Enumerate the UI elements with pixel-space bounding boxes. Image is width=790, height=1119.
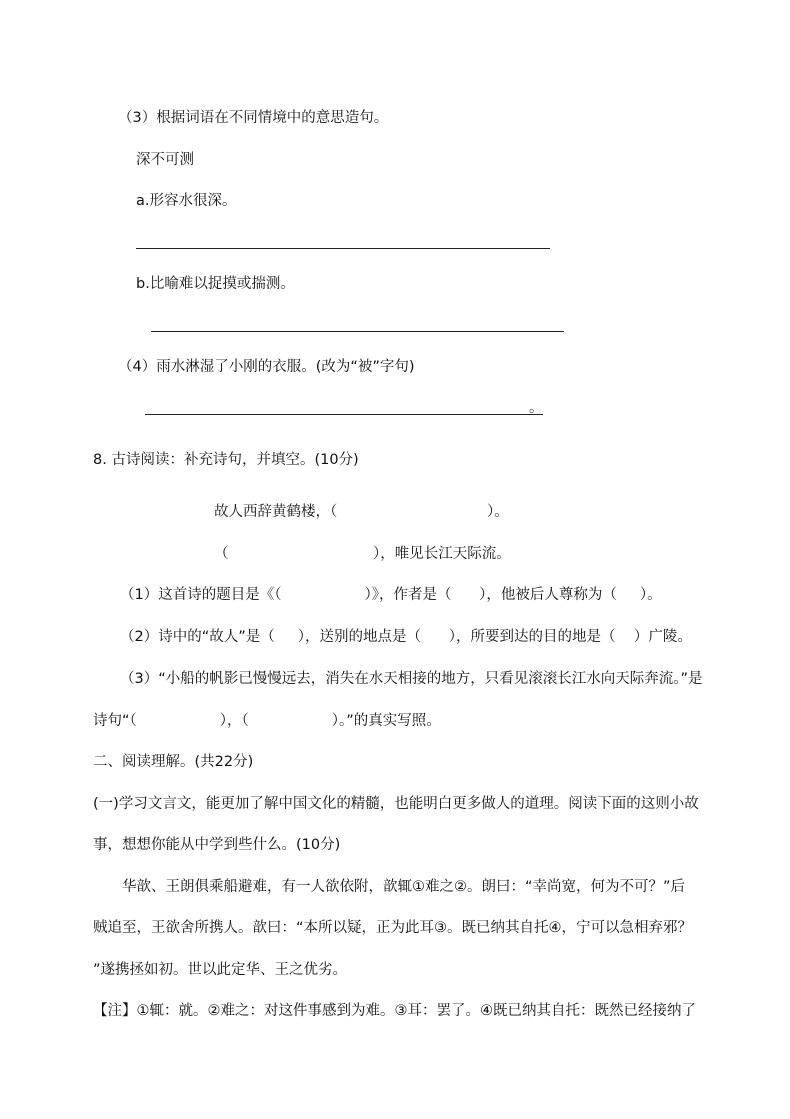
- q7-3-word: 深不可测: [136, 152, 194, 168]
- answer-line-b[interactable]: [151, 331, 564, 332]
- q7-3-option-b: b.比喻难以捉摸或揣测。: [136, 276, 295, 292]
- poem-line1-end: ）。: [487, 504, 509, 520]
- q7-4-instruction: （4）雨水淋湿了小刚的衣服。(改为“被”字句): [118, 359, 415, 375]
- q8-sub3-line2: 诗句“（ ），（ ）。”的真实写照。: [93, 713, 441, 729]
- q7-3-option-a: a.形容水很深。: [136, 193, 237, 209]
- q8-title: 8. 古诗阅读：补充诗句，并填空。(10分): [93, 452, 359, 468]
- q8-sub3-line1: （3）“小船的帆影已慢慢远去，消失在水天相接的地方，只看见滚滚长江水向天际奔流。”是: [120, 671, 703, 687]
- answer-line-end-mark: 。: [529, 400, 544, 416]
- q8-sub1: （1）这首诗的题目是《（ ）》，作者是（ ），他被后人尊称为（ ）。: [120, 587, 662, 603]
- answer-line-passive[interactable]: [145, 414, 543, 415]
- passage-line3: ”遂携拯如初。世以此定华、王之优劣。: [93, 962, 348, 978]
- poem-line1-start: 故人西辞黄鹤楼，（: [214, 504, 338, 520]
- q7-3-instruction: （3）根据词语在不同情境中的意思造句。: [118, 110, 389, 126]
- section2-intro-line2: 事，想想你能从中学到些什么。(10分): [93, 837, 341, 853]
- section2-heading: 二、阅读理解。(共22分): [93, 754, 254, 770]
- poem-line2-end: ），唯见长江天际流。: [373, 546, 511, 562]
- note-line: 【注】①辄：就。②难之：对这件事感到为难。③耳：罢了。④既已纳其自托：既然已经接纳了: [93, 1003, 696, 1019]
- poem-line2-start: （: [214, 546, 229, 562]
- section2-intro-line1: (一)学习文言文，能更加了解中国文化的精髓，也能明白更多做人的道理。阅读下面的这则小故: [93, 796, 699, 812]
- passage-line1: 华歆、王朗俱乘船避难，有一人欲依附，歆辄①难之②。朗曰：“幸尚宽，何为不可？”后: [122, 879, 686, 895]
- answer-line-a[interactable]: [136, 248, 550, 249]
- passage-line2: 贼追至，王欲舍所携人。歆曰：“本所以疑，正为此耳③。既已纳其自托④，宁可以急相弃邪？: [93, 920, 693, 936]
- q8-sub2: （2）诗中的“故人”是（ ），送别的地点是（ ），所要到达的目的地是（ ）广陵。: [120, 629, 692, 645]
